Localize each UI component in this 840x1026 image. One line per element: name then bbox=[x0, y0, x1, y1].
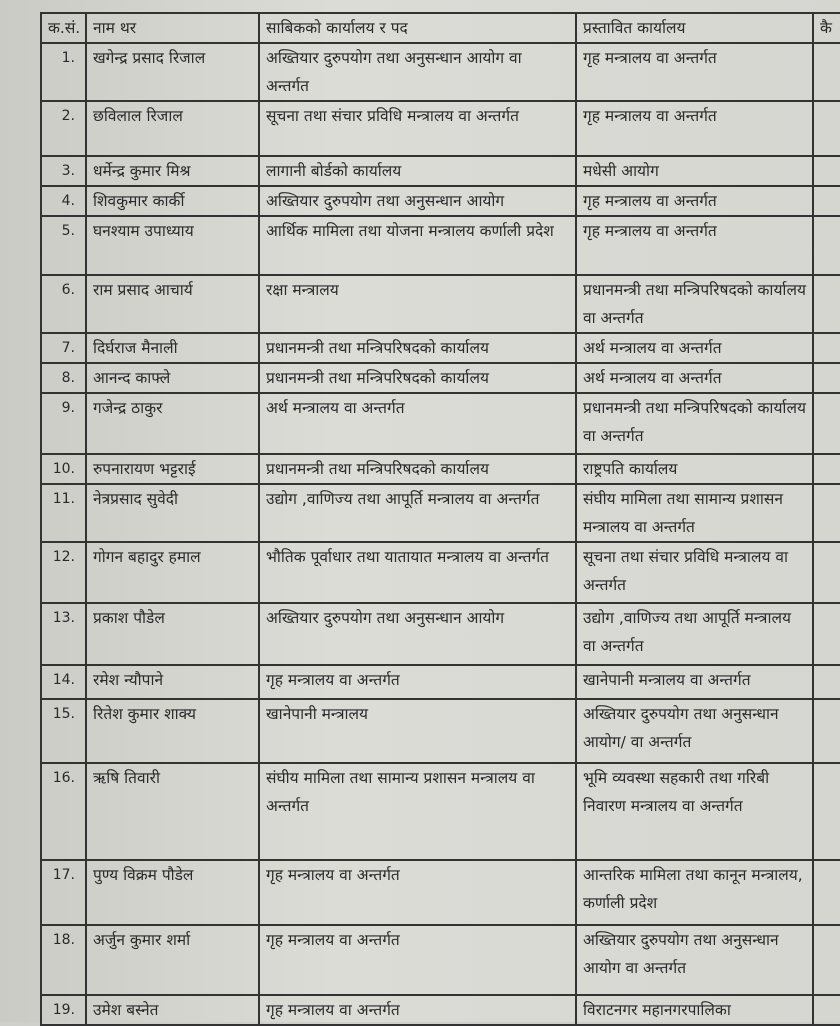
proposed-office-cell: अर्थ मन्त्रालय वा अन्तर्गत bbox=[576, 333, 813, 363]
proposed-office-cell: आन्तरिक मामिला तथा कानून मन्त्रालय, कर्णाली प्रदेश bbox=[576, 860, 813, 925]
proposed-office-cell: गृह मन्त्रालय वा अन्तर्गत bbox=[576, 101, 813, 156]
serial-cell: 19. bbox=[41, 995, 86, 1025]
remarks-cell bbox=[813, 186, 840, 216]
proposed-office-cell: सूचना तथा संचार प्रविधि मन्त्रालय वा अन्तर्गत bbox=[576, 542, 813, 603]
previous-office-cell: अर्थ मन्त्रालय वा अन्तर्गत bbox=[259, 393, 576, 454]
serial-cell: 16. bbox=[41, 763, 86, 860]
table-row bbox=[41, 484, 840, 542]
previous-office-cell: लागानी बोर्डको कार्यालय bbox=[259, 156, 576, 186]
remarks-cell bbox=[813, 454, 840, 484]
proposed-office-cell: संघीय मामिला तथा सामान्य प्रशासन मन्त्रालय वा अन्तर्गत bbox=[576, 484, 813, 542]
name-cell: रमेश न्यौपाने bbox=[86, 665, 259, 699]
proposed-office-cell: मधेसी आयोग bbox=[576, 156, 813, 186]
proposed-office-cell: गृह मन्त्रालय वा अन्तर्गत bbox=[576, 186, 813, 216]
serial-cell: 13. bbox=[41, 603, 86, 665]
serial-cell: 4. bbox=[41, 186, 86, 216]
proposed-office-cell: अख्तियार दुरुपयोग तथा अनुसन्धान आयोग/ वा अन्तर्गत bbox=[576, 699, 813, 763]
name-cell: उमेश बस्नेत bbox=[86, 995, 259, 1025]
previous-office-cell: भौतिक पूर्वाधार तथा यातायात मन्त्रालय वा अन्तर्गत bbox=[259, 542, 576, 603]
table-row bbox=[41, 43, 840, 101]
table-row bbox=[41, 156, 840, 186]
table-row bbox=[41, 542, 840, 603]
remarks-cell bbox=[813, 156, 840, 186]
previous-office-cell: संघीय मामिला तथा सामान्य प्रशासन मन्त्रालय वा अन्तर्गत bbox=[259, 763, 576, 860]
name-cell: रितेश कुमार शाक्य bbox=[86, 699, 259, 763]
name-cell: राम प्रसाद आचार्य bbox=[86, 275, 259, 333]
remarks-cell bbox=[813, 363, 840, 393]
name-cell: खगेन्द्र प्रसाद रिजाल bbox=[86, 43, 259, 101]
serial-cell: 18. bbox=[41, 925, 86, 995]
proposed-office-cell: अर्थ मन्त्रालय वा अन्तर्गत bbox=[576, 363, 813, 393]
table-row bbox=[41, 101, 840, 156]
proposed-office-cell: उद्योग ,वाणिज्य तथा आपूर्ति मन्त्रालय वा अन्तर्गत bbox=[576, 603, 813, 665]
previous-office-cell: रक्षा मन्त्रालय bbox=[259, 275, 576, 333]
previous-office-cell: गृह मन्त्रालय वा अन्तर्गत bbox=[259, 995, 576, 1025]
table-row bbox=[41, 393, 840, 454]
table-row bbox=[41, 454, 840, 484]
serial-cell: 5. bbox=[41, 216, 86, 275]
name-cell: ऋषि तिवारी bbox=[86, 763, 259, 860]
remarks-cell bbox=[813, 603, 840, 665]
serial-cell: 10. bbox=[41, 454, 86, 484]
name-cell: अर्जुन कुमार शर्मा bbox=[86, 925, 259, 995]
name-cell: आनन्द काफ्ले bbox=[86, 363, 259, 393]
name-cell: पुण्य विक्रम पौडेल bbox=[86, 860, 259, 925]
header-name: नाम थर bbox=[86, 13, 259, 43]
serial-cell: 14. bbox=[41, 665, 86, 699]
remarks-cell bbox=[813, 925, 840, 995]
remarks-cell bbox=[813, 665, 840, 699]
proposed-office-cell: भूमि व्यवस्था सहकारी तथा गरिबी निवारण मन्त्रालय वा अन्तर्गत bbox=[576, 763, 813, 860]
serial-cell: 11. bbox=[41, 484, 86, 542]
remarks-cell bbox=[813, 484, 840, 542]
serial-cell: 2. bbox=[41, 101, 86, 156]
table-row bbox=[41, 216, 840, 275]
proposed-office-cell: गृह मन्त्रालय वा अन्तर्गत bbox=[576, 216, 813, 275]
proposed-office-cell: राष्ट्रपति कार्यालय bbox=[576, 454, 813, 484]
previous-office-cell: उद्योग ,वाणिज्य तथा आपूर्ति मन्त्रालय वा अन्तर्गत bbox=[259, 484, 576, 542]
serial-cell: 6. bbox=[41, 275, 86, 333]
serial-cell: 7. bbox=[41, 333, 86, 363]
proposed-office-cell: अख्तियार दुरुपयोग तथा अनुसन्धान आयोग वा अन्तर्गत bbox=[576, 925, 813, 995]
proposed-office-cell: गृह मन्त्रालय वा अन्तर्गत bbox=[576, 43, 813, 101]
previous-office-cell: गृह मन्त्रालय वा अन्तर्गत bbox=[259, 665, 576, 699]
header-previous-office: साबिकको कार्यालय र पद bbox=[259, 13, 576, 43]
previous-office-cell: गृह मन्त्रालय वा अन्तर्गत bbox=[259, 860, 576, 925]
previous-office-cell: अख्तियार दुरुपयोग तथा अनुसन्धान आयोग bbox=[259, 603, 576, 665]
name-cell: दिर्घराज मैनाली bbox=[86, 333, 259, 363]
name-cell: रुपनारायण भट्टराई bbox=[86, 454, 259, 484]
serial-cell: 15. bbox=[41, 699, 86, 763]
remarks-cell bbox=[813, 995, 840, 1025]
previous-office-cell: खानेपानी मन्त्रालय bbox=[259, 699, 576, 763]
serial-cell: 9. bbox=[41, 393, 86, 454]
previous-office-cell: प्रधानमन्त्री तथा मन्त्रिपरिषदको कार्यालय bbox=[259, 363, 576, 393]
table-row bbox=[41, 860, 840, 925]
table-row bbox=[41, 363, 840, 393]
serial-cell: 12. bbox=[41, 542, 86, 603]
header-serial: क.सं. bbox=[41, 13, 86, 43]
previous-office-cell: सूचना तथा संचार प्रविधि मन्त्रालय वा अन्तर्गत bbox=[259, 101, 576, 156]
name-cell: घनश्याम उपाध्याय bbox=[86, 216, 259, 275]
name-cell: धर्मेन्द्र कुमार मिश्र bbox=[86, 156, 259, 186]
serial-cell: 3. bbox=[41, 156, 86, 186]
remarks-cell bbox=[813, 101, 840, 156]
table-row bbox=[41, 665, 840, 699]
table-row bbox=[41, 275, 840, 333]
proposed-office-cell: प्रधानमन्त्री तथा मन्त्रिपरिषदको कार्यालय वा अन्तर्गत bbox=[576, 393, 813, 454]
header-remarks: कै bbox=[813, 13, 840, 43]
serial-cell: 1. bbox=[41, 43, 86, 101]
previous-office-cell: प्रधानमन्त्री तथा मन्त्रिपरिषदको कार्यालय bbox=[259, 454, 576, 484]
table-row bbox=[41, 186, 840, 216]
remarks-cell bbox=[813, 542, 840, 603]
remarks-cell bbox=[813, 275, 840, 333]
table-row bbox=[41, 333, 840, 363]
table-row bbox=[41, 603, 840, 665]
remarks-cell bbox=[813, 699, 840, 763]
previous-office-cell: गृह मन्त्रालय वा अन्तर्गत bbox=[259, 925, 576, 995]
table-row bbox=[41, 763, 840, 860]
transfer-table bbox=[40, 12, 840, 1026]
remarks-cell bbox=[813, 43, 840, 101]
name-cell: गोगन बहादुर हमाल bbox=[86, 542, 259, 603]
header-row bbox=[41, 13, 840, 43]
serial-cell: 17. bbox=[41, 860, 86, 925]
name-cell: छविलाल रिजाल bbox=[86, 101, 259, 156]
proposed-office-cell: विराटनगर महानगरपालिका bbox=[576, 995, 813, 1025]
table-row bbox=[41, 699, 840, 763]
remarks-cell bbox=[813, 216, 840, 275]
name-cell: शिवकुमार कार्की bbox=[86, 186, 259, 216]
serial-cell: 8. bbox=[41, 363, 86, 393]
table-row bbox=[41, 925, 840, 995]
proposed-office-cell: खानेपानी मन्त्रालय वा अन्तर्गत bbox=[576, 665, 813, 699]
previous-office-cell: अख्तियार दुरुपयोग तथा अनुसन्धान आयोग bbox=[259, 186, 576, 216]
previous-office-cell: अख्तियार दुरुपयोग तथा अनुसन्धान आयोग वा अन्तर्गत bbox=[259, 43, 576, 101]
table-row bbox=[41, 995, 840, 1025]
name-cell: नेत्रप्रसाद सुवेदी bbox=[86, 484, 259, 542]
remarks-cell bbox=[813, 763, 840, 860]
header-proposed-office: प्रस्तावित कार्यालय bbox=[576, 13, 813, 43]
previous-office-cell: आर्थिक मामिला तथा योजना मन्त्रालय कर्णाली प्रदेश bbox=[259, 216, 576, 275]
name-cell: प्रकाश पौडेल bbox=[86, 603, 259, 665]
remarks-cell bbox=[813, 333, 840, 363]
remarks-cell bbox=[813, 860, 840, 925]
name-cell: गजेन्द्र ठाकुर bbox=[86, 393, 259, 454]
proposed-office-cell: प्रधानमन्त्री तथा मन्त्रिपरिषदको कार्यालय वा अन्तर्गत bbox=[576, 275, 813, 333]
remarks-cell bbox=[813, 393, 840, 454]
previous-office-cell: प्रधानमन्त्री तथा मन्त्रिपरिषदको कार्यालय bbox=[259, 333, 576, 363]
